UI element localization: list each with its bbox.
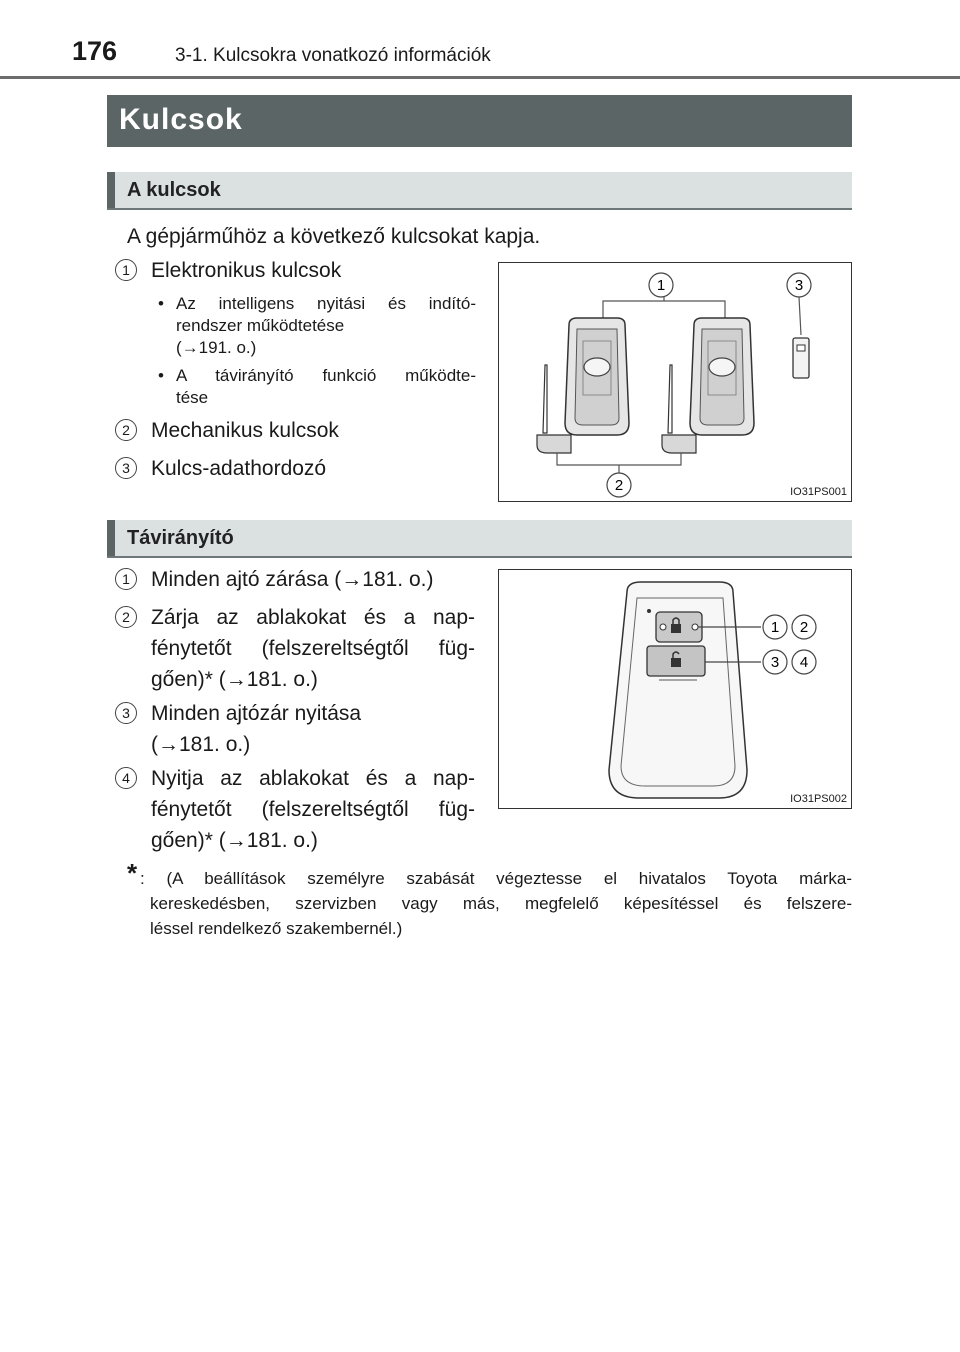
section-heading-label: A kulcsok <box>127 179 221 201</box>
list-item-line: fénytetőt (felszereltségtől füg- <box>151 637 475 660</box>
bullet-text: tése <box>176 388 209 407</box>
bullet-text: Az intelligens nyitási és indító- <box>176 294 476 313</box>
list-item-line: Nyitja az ablakokat és a nap- <box>151 767 475 790</box>
item-number: 3 <box>115 457 137 479</box>
list-item-line: Zárja az ablakokat és a nap- <box>151 606 475 629</box>
callout-2: 2 <box>614 477 624 494</box>
list-item: Kulcs-adathordozó <box>151 457 327 480</box>
item-number: 3 <box>115 702 137 724</box>
section-heading-keys <box>107 172 852 210</box>
page-number: 176 <box>72 36 118 66</box>
item-number: 4 <box>115 767 137 789</box>
list-item-line: fénytetőt (felszereltségtől füg- <box>151 798 475 821</box>
bullet-text: A távirányító funkció működte- <box>176 366 476 385</box>
intro-text: A gépjárműhöz a következő kulcsokat kapja. <box>127 225 541 248</box>
keys-illustration <box>499 263 851 501</box>
item-number: 2 <box>115 419 137 441</box>
list-item: Mechanikus kulcsok <box>151 419 339 442</box>
callout-4: 4 <box>799 654 809 671</box>
header-rule <box>0 76 960 79</box>
remote-figure <box>498 569 852 809</box>
item-number: 1 <box>115 568 137 590</box>
bullet-text: rendszer működtetése <box>176 316 345 335</box>
list-item-line: Minden ajtózár nyitása <box>151 702 362 725</box>
footnote-line: léssel rendelkező szakembernél.) <box>150 919 403 938</box>
list-item-line: (→181. o.) <box>151 733 251 756</box>
callout-1: 1 <box>770 619 780 636</box>
callout-1: 1 <box>656 277 666 294</box>
bullet-dot: • <box>158 366 164 385</box>
bullet-dot: • <box>158 294 164 313</box>
item-number: 2 <box>115 606 137 628</box>
list-item-line: gően)* (→181. o.) <box>151 668 318 691</box>
item-number: 1 <box>115 259 137 281</box>
callout-3: 3 <box>794 277 804 294</box>
figure-code: IO31PS002 <box>790 793 847 805</box>
callout-2: 2 <box>799 619 809 636</box>
list-item-line: gően)* (→181. o.) <box>151 829 318 852</box>
footnote-line: kereskedésben, szervizben vagy más, megfelelő képesítéssel és felszere- <box>150 894 852 913</box>
section-heading-remote <box>107 520 852 558</box>
page-title-bar <box>107 95 852 147</box>
list-item: Elektronikus kulcsok <box>151 259 342 282</box>
keys-figure <box>498 262 852 502</box>
footnote-mark: * <box>127 858 138 888</box>
bullet-text: (→191. o.) <box>176 338 257 357</box>
chapter-title: 3-1. Kulcsokra vonatkozó információk <box>175 45 491 66</box>
list-item: Minden ajtó zárása (→181. o.) <box>151 568 434 591</box>
section-heading-label: Távirányító <box>127 527 234 549</box>
footnote-line: : (A beállítások személyre szabását végeztesse el hivatalos Toyota márka- <box>140 869 852 888</box>
figure-code: IO31PS001 <box>790 486 847 498</box>
callout-3: 3 <box>770 654 780 671</box>
remote-illustration <box>499 570 851 808</box>
page-title: Kulcsok <box>119 103 243 136</box>
